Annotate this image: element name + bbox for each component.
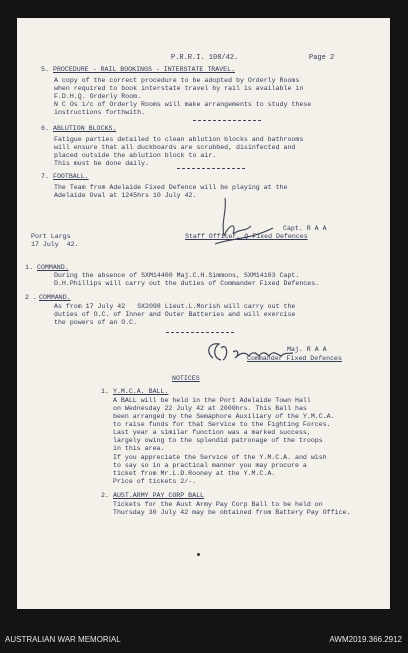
- order-heading: COMMAND.: [39, 294, 71, 301]
- item-5-line: instructions forthwith.: [54, 109, 146, 116]
- order-line: As from 17 July 42 SX2098 Lieut.L.Morish will carry out the: [54, 303, 296, 310]
- section-divider: [177, 168, 245, 169]
- order-number: 1.: [25, 264, 33, 271]
- order-line: D.H.Phillips will carry out the duties of Commander Fixed Defences.: [54, 280, 320, 287]
- item-5-number: 5.: [41, 66, 49, 73]
- notices-heading: NOTICES: [172, 375, 200, 382]
- item-5-heading: PROCEDURE - RAIL BOOKINGS - INTERSTATE TRAVEL.: [53, 66, 236, 73]
- notice-line: A BALL will be held in the Port Adelaide Town Hall: [113, 397, 311, 404]
- date-of-issue: 17 July 42.: [31, 241, 79, 248]
- ink-mark: [197, 553, 200, 556]
- item-5-line: when required to book interstate travel by rail is available in: [54, 85, 304, 92]
- notice-line: in this area.: [113, 445, 165, 452]
- item-7-line: The Team from Adelaide Fixed Defence will be playing at the: [54, 184, 288, 191]
- item-6-heading: ABLUTION BLOCKS.: [53, 125, 117, 132]
- notice-line: on Wednesday 22 July 42 at 2000hrs. This Ball has: [113, 405, 307, 412]
- order-number: 2 .: [25, 294, 37, 301]
- notice-line: to say so in a practical manner you may procure a: [113, 462, 307, 469]
- order-line: During the absence of SXM14400 Maj.C.H.Simmons, SXM14103 Capt.: [54, 272, 300, 279]
- notice-line: If you appreciate the Service of the Y.M.C.A. and wish: [113, 454, 327, 461]
- signatory-title: Staff Officer, Q Fixed Defences: [185, 233, 308, 240]
- section-divider: [193, 120, 261, 121]
- item-7-heading: FOOTBALL.: [53, 173, 89, 180]
- notice-line: Price of tickets 2/-.: [113, 478, 197, 485]
- page-number: Page 2: [309, 54, 335, 62]
- order-heading: COMMAND.: [37, 264, 69, 271]
- item-7-number: 7.: [41, 173, 49, 180]
- item-6-line: will ensure that all duckboards are scrubbed, disinfected and: [54, 144, 296, 151]
- archive-reference: AWM2019.366.2912: [329, 635, 402, 644]
- handwritten-signature: [203, 338, 295, 368]
- handwritten-signature: [207, 194, 277, 252]
- notice-line: Thursday 30 July 42 may be obtained from Battery Pay Office.: [113, 509, 351, 516]
- order-line: duties of O.C. of Inner and Outer Batteries and will exercise: [54, 311, 296, 318]
- order-line: the powers of an O.C.: [54, 319, 138, 326]
- document-page: [17, 18, 390, 609]
- notice-heading: AUST.ARMY PAY CORP BALL: [113, 492, 205, 499]
- notice-line: ticket from Mr.L.D.Rooney at the Y.M.C.A.: [113, 470, 276, 477]
- place-of-issue: Port Largs: [31, 233, 71, 240]
- section-divider: [166, 332, 234, 333]
- signatory-rank: Capt. R A A: [283, 225, 327, 232]
- notice-line: largely owing to the splendid patronage of the troops: [113, 437, 323, 444]
- archive-footer: [0, 624, 408, 653]
- notice-number: 1.: [101, 388, 109, 395]
- item-5-line: A copy of the correct procedure to be adopted by Orderly Rooms: [54, 77, 300, 84]
- notice-line: Last year a similar function was a marked success,: [113, 429, 311, 436]
- item-6-line: placed outside the ablution block to air.: [54, 152, 217, 159]
- notice-number: 2.: [101, 492, 109, 499]
- item-5-line: F.D.H.Q. Orderly Room.: [54, 93, 142, 100]
- item-5-line: N C Os i/c of Orderly Rooms will make arrangements to study these: [54, 101, 312, 108]
- archive-name: AUSTRALIAN WAR MEMORIAL: [5, 635, 121, 644]
- signatory-title: Commander Fixed Defences: [247, 355, 342, 362]
- notice-line: been arranged by the Semaphore Auxiliary of the Y.M.C.A.: [113, 413, 335, 420]
- document-reference: P.R.R.I. 108/42.: [171, 54, 239, 62]
- notice-heading: Y.M.C.A. BALL.: [113, 388, 169, 395]
- notice-line: Tickets for the Aust Army Pay Corp Ball to be held on: [113, 501, 323, 508]
- item-6-line: Fatigue parties detailed to clean ablution blocks and bathrooms: [54, 136, 304, 143]
- item-6-line: This must be done daily.: [54, 160, 149, 167]
- item-6-number: 6.: [41, 125, 49, 132]
- signatory-rank: Maj. R A A: [287, 346, 327, 353]
- notice-line: to raise funds for that Service to the Fighting Forces.: [113, 421, 331, 428]
- item-7-line: Adelaide Oval at 1245hrs 10 July 42.: [54, 192, 197, 199]
